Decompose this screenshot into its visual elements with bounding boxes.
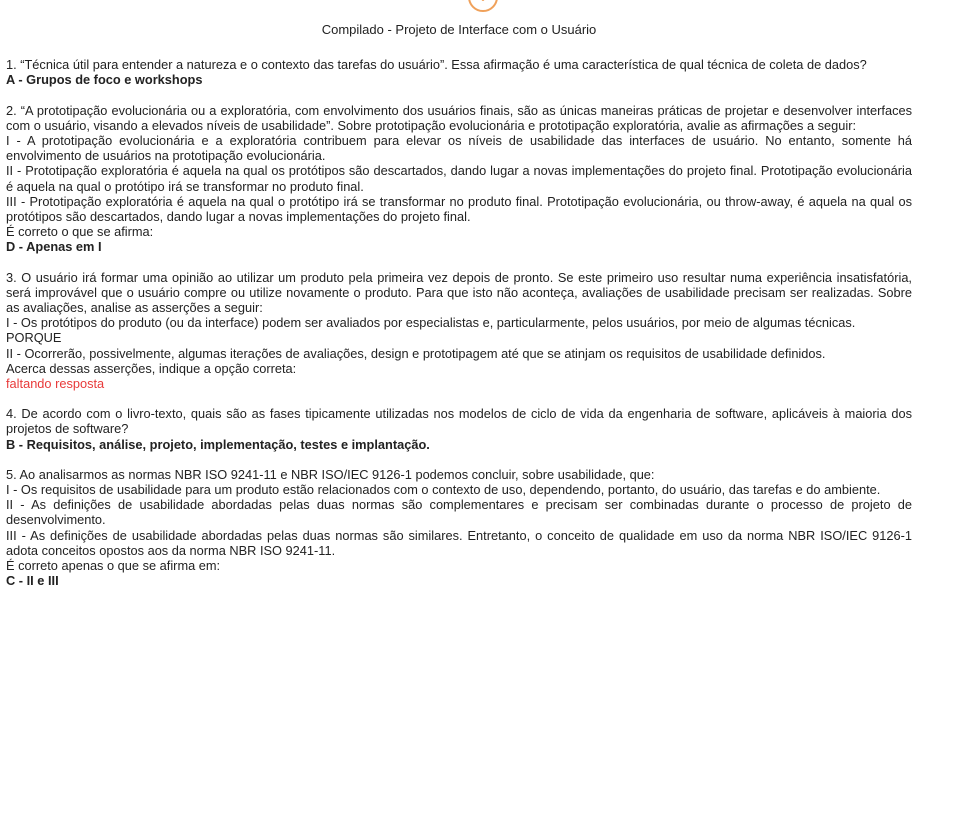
statement-item: II - Prototipação exploratória é aquela na qual os protótipos são descartados, dando lugar a novas implementações do projeto final. Prototipação evolucionária é aquela na qual o protótipo irá se transformar no produto final. bbox=[6, 163, 912, 194]
question-prompt: É correto apenas o que se afirma em: bbox=[6, 558, 221, 574]
question-prompt: Acerca dessas asserções, indique a opção correta: bbox=[6, 360, 297, 376]
question-answer: C - II e III bbox=[6, 573, 59, 589]
statement-item: II - Ocorrerão, possivelmente, algumas iterações de avaliações, design e prototipagem até que se atinjam os requisitos de usabilidade definidos. bbox=[6, 345, 826, 361]
question-answer: A - Grupos de foco e workshops bbox=[6, 72, 203, 88]
statement-item: II - As definições de usabilidade abordadas pelas duas normas são complementares e precisam ser combinadas durante o processo de projeto de desenvolvimento. bbox=[6, 497, 912, 528]
collapse-toggle-button[interactable] bbox=[468, 0, 498, 12]
question-answer: B - Requisitos, análise, projeto, implementação, testes e implantação. bbox=[6, 436, 430, 452]
question-stem: 4. De acordo com o livro-texto, quais são as fases tipicamente utilizadas nos modelos de ciclo de vida da engenharia de software, aplicáveis à maioria dos projetos de software? bbox=[6, 406, 912, 437]
question-answer: D - Apenas em I bbox=[6, 239, 102, 255]
document-body bbox=[6, 22, 912, 604]
chevron-down-icon bbox=[476, 0, 490, 7]
statement-item: PORQUE bbox=[6, 330, 62, 346]
statement-item: I - Os requisitos de usabilidade para um produto estão relacionados com o contexto de uso, dependendo, portanto, do usuário, das tarefas e do ambiente. bbox=[6, 482, 881, 498]
question-3 bbox=[6, 270, 912, 392]
missing-answer-note: faltando resposta bbox=[6, 376, 105, 392]
question-1 bbox=[6, 57, 912, 87]
statement-item: III - Prototipação exploratória é aquela na qual o protótipo irá se transformar no produto final. Prototipação evolucionária, ou throw-away, é aquela na qual os protótipos são descartados, dando lugar a novas implementações do projeto final. bbox=[6, 193, 912, 225]
question-4 bbox=[6, 406, 912, 452]
question-stem: 2. “A prototipação evolucionária ou a exploratória, com envolvimento dos usuários finais, são as únicas maneiras práticas de projetar e desenvolver interfaces com o usuário, visando a elevados níveis de usabilidade”. Sobre prototipação evolucionária e prototipação exploratória, avalie as afirmações a seguir: bbox=[6, 102, 912, 133]
question-prompt: É correto o que se afirma: bbox=[6, 224, 154, 240]
question-stem: 5. Ao analisarmos as normas NBR ISO 9241-11 e NBR ISO/IEC 9126-1 podemos concluir, sobre usabilidade, que: bbox=[6, 466, 655, 482]
question-2 bbox=[6, 103, 912, 255]
statement-item: I - A prototipação evolucionária e a exploratória contribuem para elevar os níveis de usabilidade das interfaces de usuário. No entanto, somente há envolvimento de usuários na prototipação evolucionária. bbox=[6, 133, 912, 164]
statement-item: I - Os protótipos do produto (ou da interface) podem ser avaliados por especialistas e, particularmente, pelos usuários, por meio de algumas técnicas. bbox=[6, 315, 856, 331]
question-5 bbox=[6, 467, 912, 589]
statement-item: III - As definições de usabilidade abordadas pelas duas normas são similares. Entretanto, o conceito de qualidade em uso da norma NBR ISO/IEC 9126-1 adota conceitos opostos aos da norma NBR ISO 9241-11. bbox=[6, 527, 912, 558]
question-stem: 1. “Técnica útil para entender a natureza e o contexto das tarefas do usuário”. Essa afirmação é uma característica de qual técnica de coleta de dados? bbox=[6, 57, 867, 73]
document-title: Compilado - Projeto de Interface com o Usuário bbox=[321, 22, 597, 37]
question-stem: 3. O usuário irá formar uma opinião ao utilizar um produto pela primeira vez depois de pronto. Se este primeiro uso resultar numa experiência insatisfatória, será improvável que o usuário compre ou utilize novamente o produto. Para que isto não aconteça, avaliações de usabilidade precisam ser realizadas. Sobre as avaliações, analise as asserções a seguir: bbox=[6, 269, 912, 316]
